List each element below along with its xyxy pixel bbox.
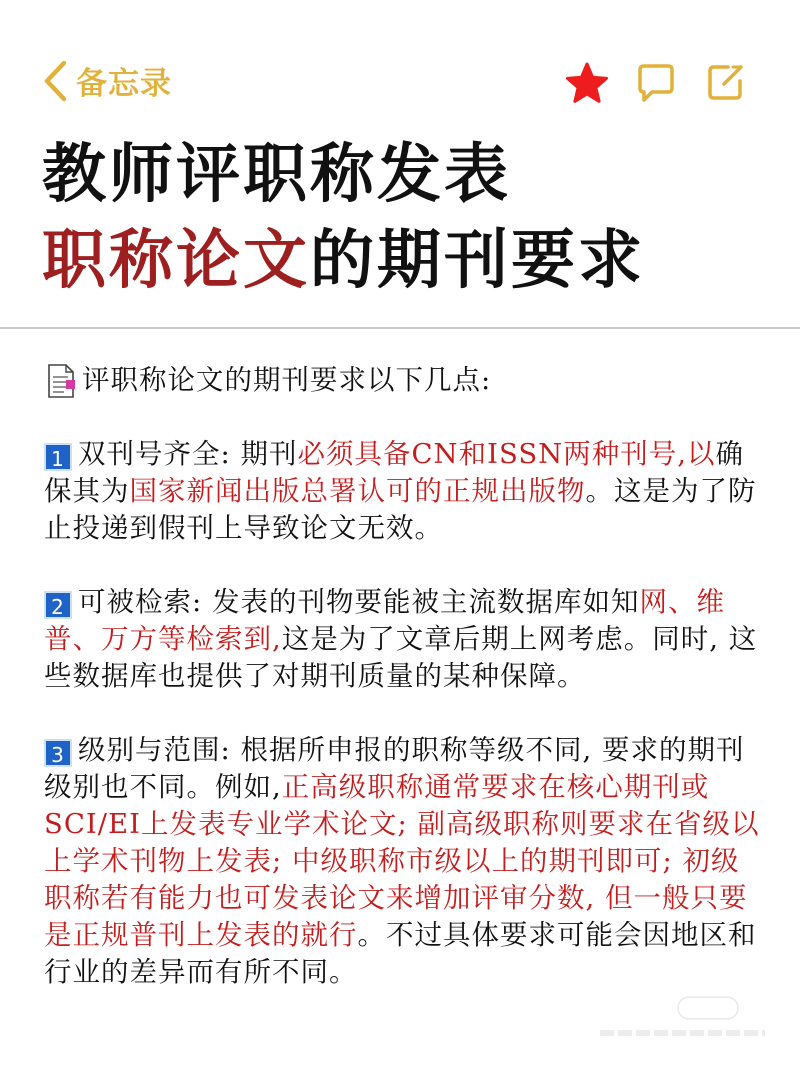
section-1-text-b: 确保其为	[44, 438, 744, 507]
title-line-1: 教师评职称发表	[42, 138, 511, 212]
section-1-text-c: 。这是为了防止投递到假刊上导致论文无效。	[44, 475, 757, 544]
intro-line	[44, 362, 760, 399]
section-1	[44, 436, 760, 547]
title-rest: 的期刊要求	[310, 224, 645, 298]
section-2-text-b: 这是为了文章后期上网考虑。同时, 这些数据库也提供了对期刊质量的某种保障。	[44, 623, 758, 692]
note-title	[42, 132, 645, 304]
divider	[0, 327, 800, 329]
star-icon[interactable]	[565, 62, 609, 104]
navigation-bar	[0, 0, 800, 110]
section-2-text-a: 可被检索: 发表的刊物要能被主流数据库如知	[78, 586, 640, 618]
section-3-text-a: 级别与范围: 根据所申报的职称等级不同, 要求的期刊级别也不同。例如,	[44, 734, 745, 803]
number-badge-1: 1	[44, 443, 72, 471]
title-line-2	[42, 218, 645, 304]
section-2	[44, 584, 760, 695]
number-badge-3: 3	[44, 739, 72, 767]
chevron-left-icon	[42, 59, 68, 103]
section-1-highlight-a: 必须具备CN和ISSN两种刊号,以	[297, 438, 716, 470]
memo-icon	[44, 363, 78, 399]
section-1-text-a: 双刊号齐全: 期刊	[78, 438, 298, 470]
title-accent: 职称论文	[42, 224, 310, 298]
edit-icon[interactable]	[706, 62, 746, 102]
section-1-highlight-b: 国家新闻出版总署认可的正规出版物	[129, 475, 586, 507]
intro-text: 评职称论文的期刊要求以下几点:	[82, 364, 492, 396]
section-3-highlight: 正高级职称通常要求在核心期刊或SCI/EI上发表专业学术论文; 副高级职称则要求在省级以上学术刊物上发表; 中级职称市级以上的期刊即可; 初级职称若有能力也可发表论文来增加评审分数, 但一般只要是正规普刊上发表的就行	[44, 771, 760, 951]
comment-icon[interactable]	[636, 62, 676, 104]
watermark	[540, 995, 770, 1045]
note-body	[44, 362, 760, 991]
section-3-text-b: 。不过具体要求可能会因地区和行业的差异而有所不同。	[44, 919, 757, 988]
section-2-highlight: 网、维普、万方等检索到,	[44, 586, 726, 655]
section-3	[44, 732, 760, 991]
back-button[interactable]	[42, 58, 172, 103]
back-label: 备忘录	[76, 66, 172, 102]
number-badge-2: 2	[44, 591, 72, 619]
watermark-logo	[540, 995, 770, 1045]
